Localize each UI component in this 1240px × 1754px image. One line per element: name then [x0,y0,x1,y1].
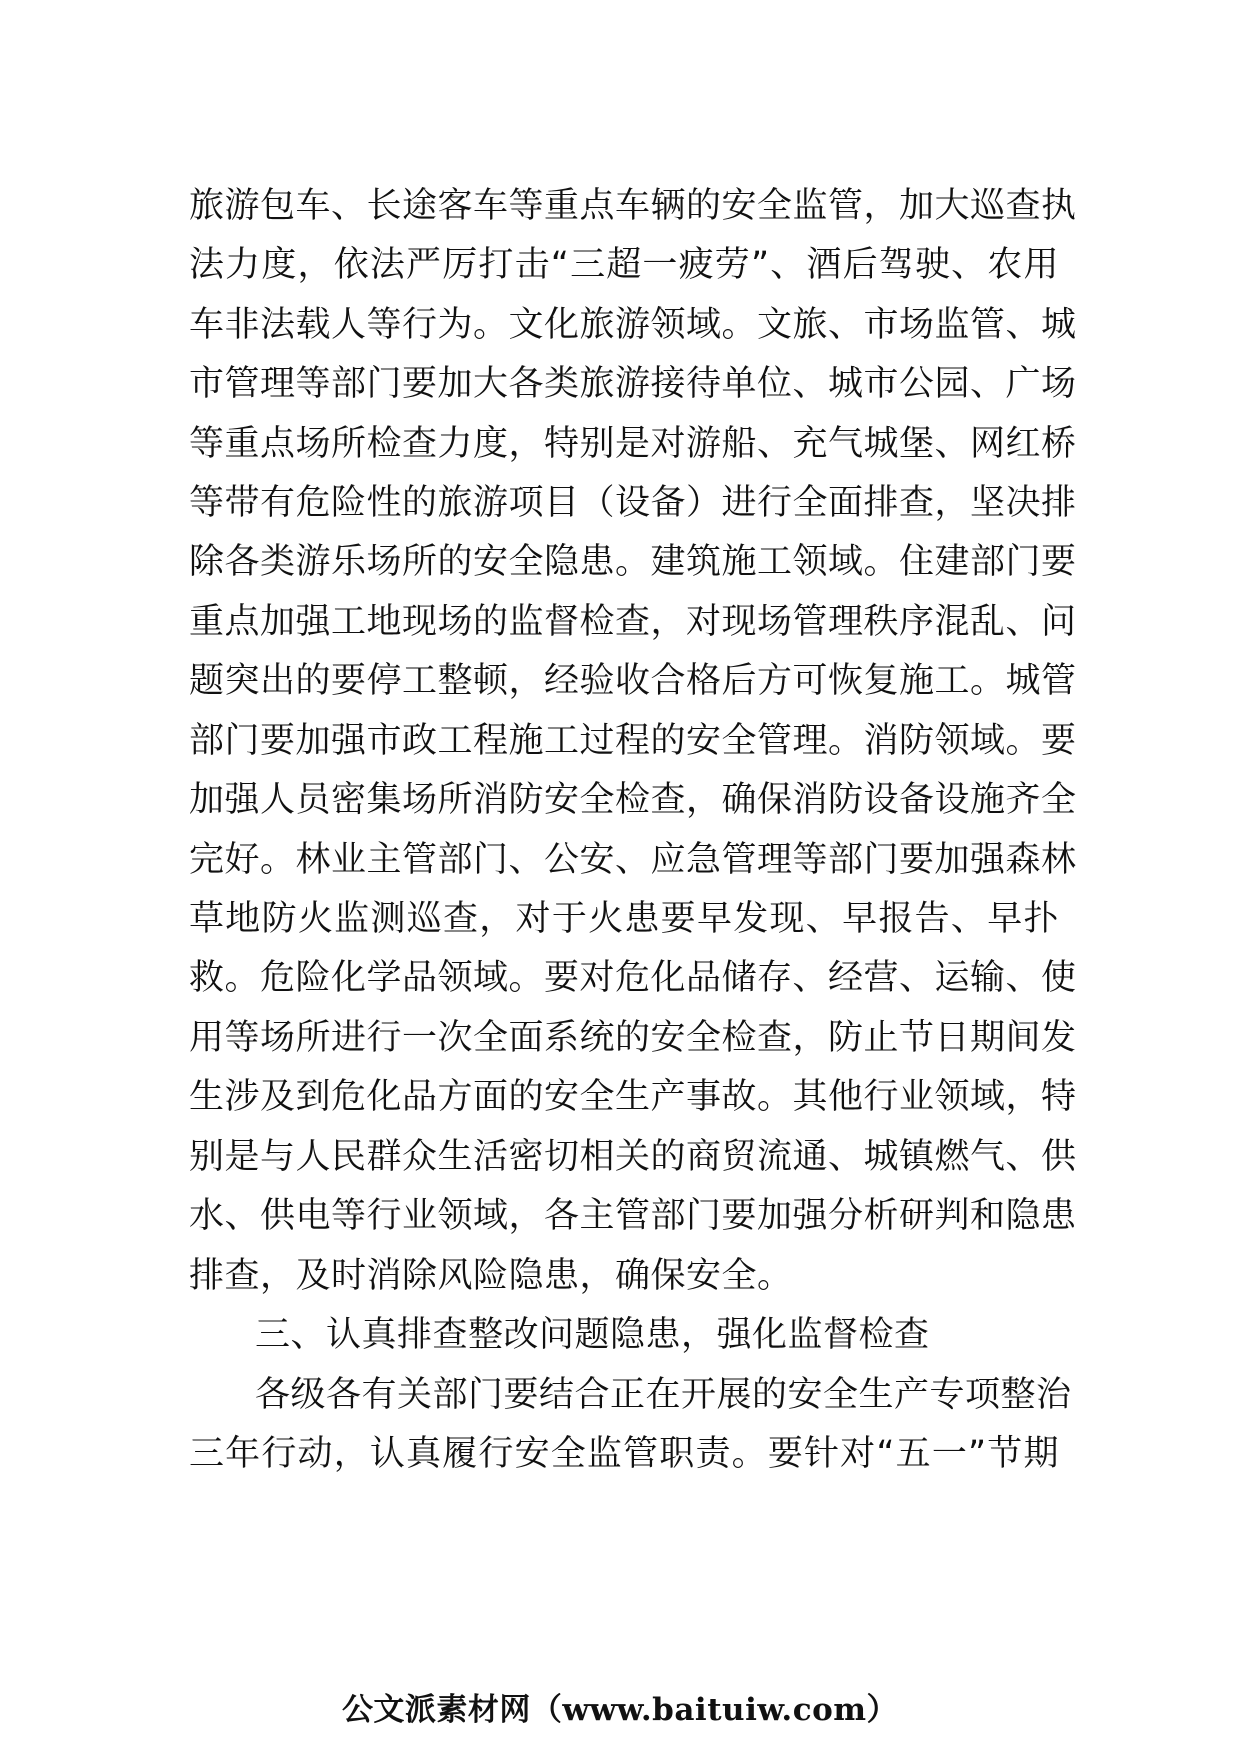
section-heading: 三、认真排查整改问题隐患，强化监督检查 [255,1315,930,1355]
body-line: 市管理等部门要加大各类旅游接待单位、城市公园、广场 [189,364,1077,404]
body-line: 法力度，依法严厉打击“三超一疲劳”、酒后驾驶、农用 [189,245,1059,285]
body-line: 救。危险化学品领域。要对危化品储存、经营、运输、使 [189,958,1077,998]
body-line: 别是与人民群众生活密切相关的商贸流通、城镇燃气、供 [189,1137,1077,1177]
body-line: 草地防火监测巡查，对于火患要早发现、早报告、早扑 [189,899,1059,939]
body-line: 完好。林业主管部门、公安、应急管理等部门要加强森林 [189,840,1077,880]
body-line: 各级各有关部门要结合正在开展的安全生产专项整治 [255,1375,1072,1415]
body-line: 等重点场所检查力度，特别是对游船、充气城堡、网红桥 [189,424,1077,464]
body-line: 重点加强工地现场的监督检查，对现场管理秩序混乱、问 [189,602,1077,642]
body-line: 排查，及时消除风险隐患，确保安全。 [189,1256,793,1296]
body-line: 水、供电等行业领域，各主管部门要加强分析研判和隐患 [189,1196,1077,1236]
body-line: 除各类游乐场所的安全隐患。建筑施工领域。住建部门要 [189,542,1077,582]
body-line: 加强人员密集场所消防安全检查，确保消防设备设施齐全 [189,780,1077,820]
body-line: 三年行动，认真履行安全监管职责。要针对“五一”节期 [189,1434,1059,1474]
body-line: 车非法载人等行为。文化旅游领域。文旅、市场监管、城 [189,305,1077,345]
body-line: 部门要加强市政工程施工过程的安全管理。消防领域。要 [189,721,1077,761]
body-line: 旅游包车、长途客车等重点车辆的安全监管，加大巡查执 [189,186,1077,226]
body-line: 题突出的要停工整顿，经验收合格后方可恢复施工。城管 [189,661,1077,701]
footer-watermark-text: 公文派素材网（www.baituiw.com） [341,1692,899,1728]
body-line: 生涉及到危化品方面的安全生产事故。其他行业领域，特 [189,1077,1077,1117]
body-line: 用等场所进行一次全面系统的安全检查，防止节日期间发 [189,1018,1077,1058]
body-line: 等带有危险性的旅游项目（设备）进行全面排查，坚决排 [189,483,1077,523]
